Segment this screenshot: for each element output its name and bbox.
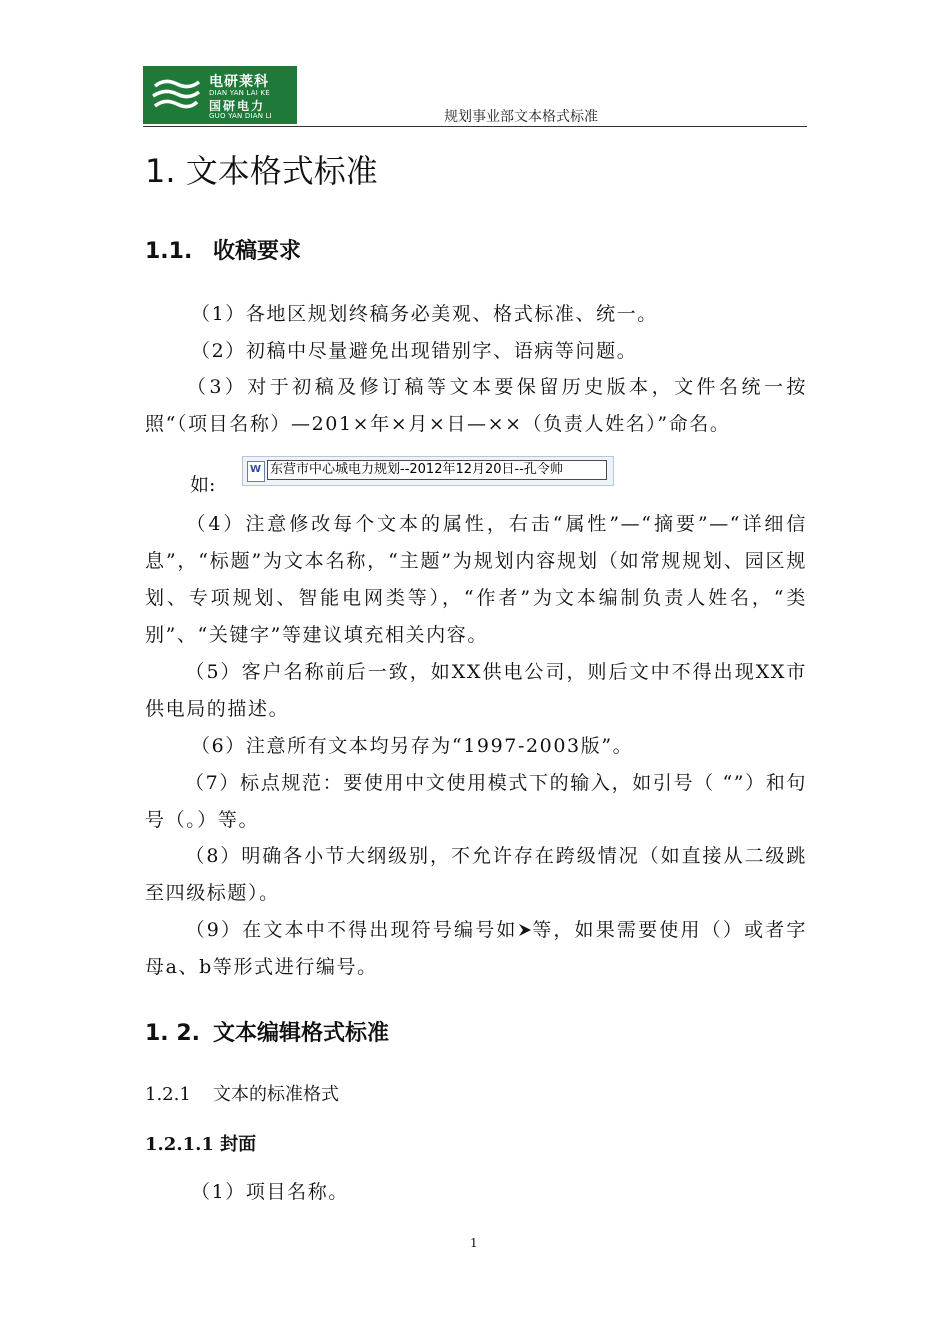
paragraph-7 [145, 765, 807, 839]
subsection-number: 1.2.1 [145, 1084, 191, 1105]
paragraph-text: （1）项目名称。 [191, 1181, 349, 1203]
paragraph-text: （1）各地区规划终稿务必美观、格式标准、统一。 [191, 303, 658, 325]
logo-name-pinyin: DIAN YAN LAI KE [209, 89, 270, 97]
header-title: 规划事业部文本格式标准 [444, 109, 598, 125]
paragraph-text: （2）初稿中尽量避免出现错别字、语病等问题。 [191, 340, 638, 362]
paragraph-8 [145, 838, 807, 912]
paragraph-5 [145, 654, 807, 728]
company-logo [143, 66, 297, 124]
paragraph-text: （8）明确各小节大纲级别，不允许存在跨级情况（如直接从二级跳至四级标题）。 [145, 845, 807, 904]
subsubsection-heading-1-2-1-1: 1.2.1.1 封面 [145, 1134, 257, 1155]
paragraph-text: （7）标点规范：要使用中文使用模式下的输入，如引号（ “”）和句号（。）等。 [145, 772, 807, 831]
section-title: 文本编辑格式标准 [213, 1021, 390, 1046]
logo-name-cn: 电研莱科 [209, 74, 269, 90]
subsection-heading-1-2-1 [145, 1080, 339, 1106]
wave-logo-icon [151, 76, 203, 114]
section-title: 收稿要求 [213, 239, 302, 264]
paragraph-4 [145, 506, 807, 654]
paragraph-text: （3）对于初稿及修订稿等文本要保留历史版本，文件名统一按照“（项目名称）—201×年×月×日—××（负责人姓名）”命名。 [145, 376, 807, 435]
paragraph-2 [145, 333, 807, 370]
header-divider [143, 126, 807, 127]
paragraph-text: （6）注意所有文本均另存为“1997-2003版”。 [191, 735, 634, 757]
paragraph-text: （5）客户名称前后一致，如XX供电公司，则后文中不得出现XX市供电局的描述。 [145, 661, 807, 720]
paragraph-9 [145, 912, 807, 986]
arrow-bullet-icon [518, 922, 532, 938]
section-number: 1. 2. [145, 1021, 200, 1046]
paragraph-6 [145, 728, 807, 765]
paragraph-text: （9）在文本中不得出现符号编号如 [185, 919, 518, 941]
logo-sub-pinyin: GUO YAN DIAN LI [209, 112, 272, 120]
section-heading-1-2 [145, 1016, 389, 1047]
section-number: 1.1. [145, 239, 193, 264]
logo-sub-cn: 国研电力 [209, 99, 266, 113]
chapter-heading: 1. 文本格式标准 [145, 152, 378, 190]
paragraph-10 [145, 1174, 807, 1211]
word-document-icon [247, 461, 265, 482]
filename-field: 东营市中心城电力规划--2012年12月20日--孔令帅 [267, 460, 607, 480]
paragraph-text: （4）注意修改每个文本的属性，右击“属性”—“摘要”—“详细信息”，“标题”为文本名称，“主题”为规划内容规划（如常规规划、园区规划、专项规划、智能电网类等），“作者”为文本编制负责人姓名，“类别”、“关键字”等建议填充相关内容。 [145, 513, 807, 646]
paragraph-1 [145, 296, 807, 333]
paragraph-3 [145, 369, 807, 443]
example-label: 如: [190, 474, 216, 496]
page-number: 1 [470, 1236, 478, 1250]
paragraph-text: 等，如果需要使用（）或者字母a、b等形式进行编号。 [145, 919, 807, 978]
subsection-title: 文本的标准格式 [213, 1084, 339, 1105]
section-heading-1-1 [145, 234, 301, 265]
filename-example [242, 456, 614, 486]
